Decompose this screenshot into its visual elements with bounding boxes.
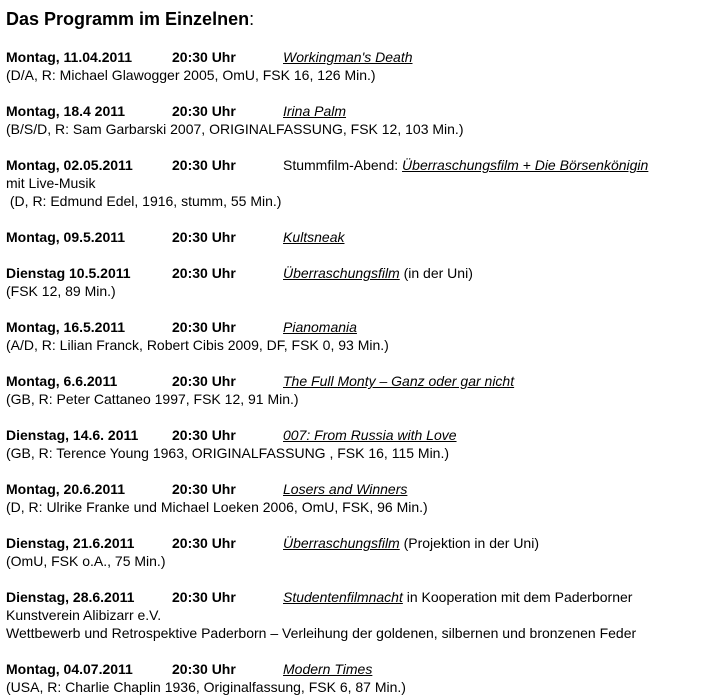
entry-headline: [6, 534, 712, 552]
entry-film-title: Studentenfilmnacht: [283, 589, 403, 605]
entry-time: 20:30 Uhr: [172, 49, 236, 65]
entry-time: 20:30 Uhr: [172, 589, 236, 605]
program-entry: [6, 372, 712, 408]
entry-details: (B/S/D, R: Sam Garbarski 2007, ORIGINALFASSUNG, FSK 12, 103 Min.): [6, 121, 464, 137]
entry-details: (D, R: Edmund Edel, 1916, stumm, 55 Min.): [6, 193, 282, 209]
program-entry: [6, 318, 712, 354]
entry-date: Montag, 6.6.2011: [6, 373, 118, 389]
entry-suffix: in Kooperation mit dem Paderborner: [402, 589, 633, 605]
entry-film-title: Workingman's Death: [283, 49, 413, 65]
entry-suffix: (Projektion in der Uni): [399, 535, 539, 551]
program-entry: [6, 156, 712, 210]
entry-date: Dienstag, 28.6.2011: [6, 589, 135, 605]
entry-film-title: Überraschungsfilm + Die Börsenkönigin: [402, 157, 649, 173]
entry-time: 20:30 Uhr: [172, 103, 236, 119]
entry-film-title: Kultsneak: [283, 229, 345, 245]
entry-headline: [6, 318, 712, 336]
program-entry: [6, 264, 712, 300]
entry-date: Dienstag, 21.6.2011: [6, 535, 135, 551]
entry-film-title: 007: From Russia with Love: [283, 427, 457, 443]
program-entry: [6, 48, 712, 84]
entry-headline: [6, 48, 712, 66]
entry-details: mit Live-Musik: [6, 175, 96, 191]
page-title-text: Das Programm im Einzelnen: [6, 9, 250, 29]
page-title: [6, 8, 712, 30]
entry-date: Montag, 11.04.2011: [6, 49, 133, 65]
entry-headline: [6, 156, 712, 174]
entry-date: Montag, 16.5.2011: [6, 319, 126, 335]
entry-headline: [6, 102, 712, 120]
entry-details: (FSK 12, 89 Min.): [6, 283, 116, 299]
entry-date: Dienstag 10.5.2011: [6, 265, 131, 281]
entry-time: 20:30 Uhr: [172, 427, 236, 443]
program-entry: [6, 534, 712, 570]
entry-time: 20:30 Uhr: [172, 661, 236, 677]
entry-prefix: Stummfilm-Abend:: [283, 157, 403, 173]
entry-date: Montag, 04.07.2011: [6, 661, 133, 677]
entry-time: 20:30 Uhr: [172, 265, 236, 281]
entry-film-title: Überraschungsfilm: [283, 535, 400, 551]
entry-date: Dienstag, 14.6. 2011: [6, 427, 139, 443]
entry-time: 20:30 Uhr: [172, 535, 236, 551]
entry-time: 20:30 Uhr: [172, 229, 236, 245]
entry-headline: [6, 264, 712, 282]
program-entry: [6, 102, 712, 138]
entry-time: 20:30 Uhr: [172, 157, 236, 173]
entry-date: Montag, 18.4 2011: [6, 103, 126, 119]
entry-film-title: The Full Monty – Ganz oder gar nicht: [283, 373, 515, 389]
entry-headline: [6, 588, 712, 606]
entry-film-title: Überraschungsfilm: [283, 265, 400, 281]
entry-details: (OmU, FSK o.A., 75 Min.): [6, 553, 166, 569]
entry-details: (D, R: Ulrike Franke und Michael Loeken 2006, OmU, FSK, 96 Min.): [6, 499, 428, 515]
entry-details: Kunstverein Alibizarr e.V.: [6, 607, 162, 623]
entry-film-title: Pianomania: [283, 319, 357, 335]
entry-suffix: (in der Uni): [399, 265, 473, 281]
entry-details: (USA, R: Charlie Chaplin 1936, Originalfassung, FSK 6, 87 Min.): [6, 679, 406, 695]
entry-film-title: Losers and Winners: [283, 481, 408, 497]
program-entry: [6, 660, 712, 696]
entry-details: Wettbewerb und Retrospektive Paderborn – Verleihung der goldenen, silbernen und bronzenen Feder: [6, 625, 637, 641]
entry-details: (A/D, R: Lilian Franck, Robert Cibis 2009, DF, FSK 0, 93 Min.): [6, 337, 389, 353]
entry-time: 20:30 Uhr: [172, 481, 236, 497]
entry-headline: [6, 480, 712, 498]
entry-date: Montag, 02.05.2011: [6, 157, 133, 173]
entry-details: (GB, R: Peter Cattaneo 1997, FSK 12, 91 Min.): [6, 391, 299, 407]
entry-headline: [6, 426, 712, 444]
program-list: [6, 48, 712, 696]
entry-date: Montag, 09.5.2011: [6, 229, 126, 245]
program-entry: [6, 480, 712, 516]
page-title-colon: :: [249, 9, 255, 29]
program-entry: [6, 228, 712, 246]
program-entry: [6, 426, 712, 462]
entry-headline: [6, 372, 712, 390]
entry-time: 20:30 Uhr: [172, 373, 236, 389]
entry-details: (D/A, R: Michael Glawogger 2005, OmU, FSK 16, 126 Min.): [6, 67, 376, 83]
entry-headline: [6, 228, 712, 246]
entry-film-title: Modern Times: [283, 661, 373, 677]
entry-date: Montag, 20.6.2011: [6, 481, 126, 497]
program-entry: [6, 588, 712, 642]
entry-headline: [6, 660, 712, 678]
entry-time: 20:30 Uhr: [172, 319, 236, 335]
entry-film-title: Irina Palm: [283, 103, 347, 119]
entry-details: (GB, R: Terence Young 1963, ORIGINALFASSUNG , FSK 16, 115 Min.): [6, 445, 450, 461]
